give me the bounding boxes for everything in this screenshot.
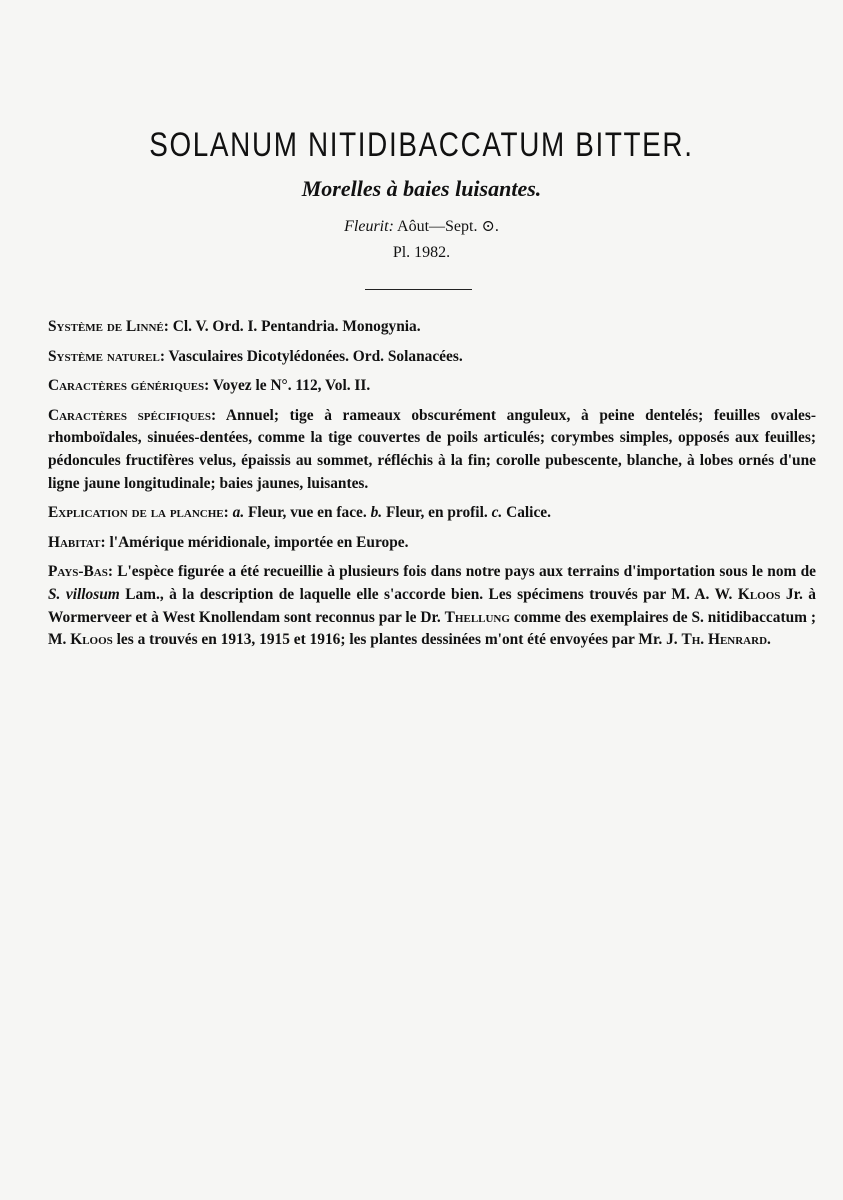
section-explication: Explication de la planche: a. Fleur, vue en face. b. Fleur, en profil. c. Calice.	[48, 504, 551, 522]
section-habitat: Habitat: l'Amérique méridionale, importée en Europe.	[48, 533, 409, 551]
section-naturel: Système naturel: Vasculaires Dicotylédonées. Ord. Solanacées.	[48, 347, 463, 365]
page-title: SOLANUM NITIDIBACCATUM BITTER.	[149, 126, 694, 164]
section-text: Annuel; tige à rameaux obscurément anguleux, à peine dentelés; feuilles ovales-rhomboïdales, sinuées-dentées, comme la tige couvertes de poils articulés; corymbes simples, opposés aux feuilles; pédoncules fructifères velus, épaissis au sommet, réfléchis à la fin; corolle pubescente, blanche, à lobes ornés d'une ligne jaune longitudinale; baies jaunes, luisantes.	[48, 406, 816, 492]
section-label: Pays-Bas	[48, 563, 108, 581]
flowering-value: Aôut—Sept. ⊙.	[397, 218, 499, 235]
page-subtitle: Morelles à baies luisantes.	[301, 176, 542, 201]
flowering-line	[0, 216, 843, 236]
section-generiques: Caractères génériques: Voyez le N°. 112, Vol. II.	[48, 377, 371, 395]
section-paysbas: Pays-Bas: L'espèce figurée a été recueillie à plusieurs fois dans notre pays aux terrains d'importation sous le nom de S. villosum Lam., à la description de laquelle elle s'accorde bien. Les spécimens trouvés par M. A. W. Kloos Jr. à Wormerveer et à West Knollendam sont reconnus par le Dr. Thellung comme des exemplaires de S. nitidibaccatum ; M. Kloos les a trouvés en 1913, 1915 et 1916; les plantes dessinées m'ont été envoyées par Mr. J. Th. Henrard.	[48, 563, 816, 649]
section-label: Système naturel	[48, 347, 160, 365]
section-text: Vasculaires Dicotylédonées. Ord. Solanacées.	[164, 347, 463, 365]
flowering-label: Fleurit:	[344, 218, 394, 235]
section-text: Cl. V. Ord. I. Pentandria. Monogynia.	[168, 318, 421, 335]
section-text: l'Amérique méridionale, importée en Europe.	[105, 533, 409, 551]
section-label: Explication de la planche	[48, 504, 224, 522]
section-label: Caractères spécifiques	[48, 406, 211, 424]
person-name: Kloos	[70, 631, 113, 649]
person-name: Th. Henrard	[681, 631, 768, 649]
section-label: Habitat	[48, 533, 101, 551]
section-specifiques: Caractères spécifiques: Annuel; tige à rameaux obscurément anguleux, à peine dentelés; feuilles ovales-rhomboïdales, sinuées-dentées, comme la tige couvertes de poils articulés; corymbes simples, opposés aux feuilles; pédoncules fructifères velus, épaissis au sommet, réfléchis à la fin; corolle pubescente, blanche, à lobes ornés d'une ligne jaune longitudinale; baies jaunes, luisantes.	[48, 406, 816, 492]
title-divider	[365, 289, 472, 290]
species-name: S. villosum	[48, 585, 120, 603]
section-label: Système de Linné	[48, 318, 164, 335]
description-body	[48, 316, 816, 659]
plate-number: Pl. 1982.	[392, 244, 451, 261]
section-linne: Système de Linné: Cl. V. Ord. I. Pentandria. Monogynia.	[48, 318, 421, 335]
section-label: Caractères génériques	[48, 377, 205, 395]
person-name: Thellung	[444, 608, 510, 626]
person-name: Kloos	[737, 585, 781, 603]
section-text: Voyez le N°. 112, Vol. II.	[209, 377, 371, 395]
